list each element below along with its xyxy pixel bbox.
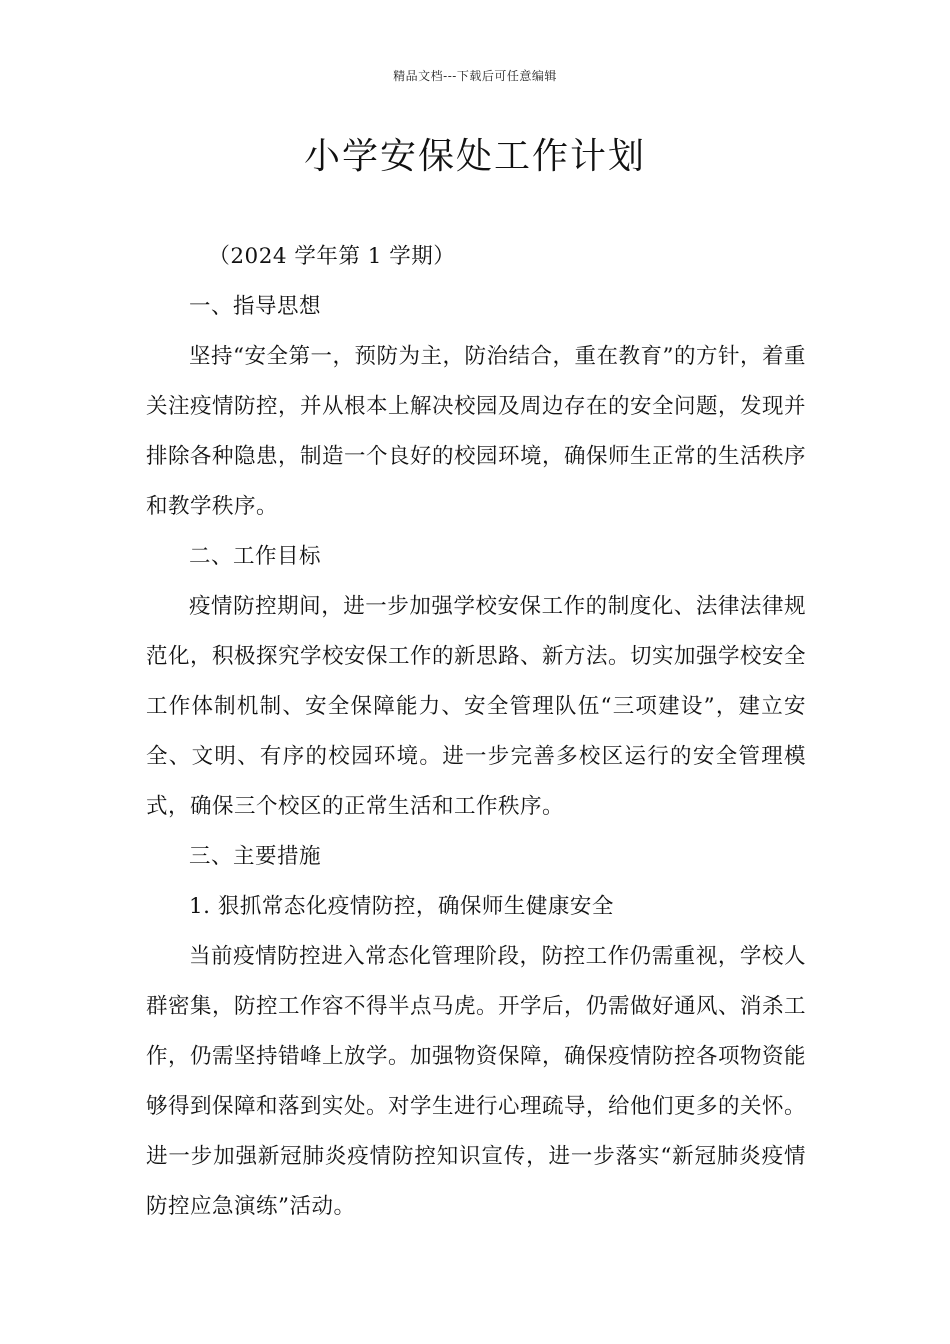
- paragraph-guiding-ideology: 坚持“安全第一，预防为主，防治结合，重在教育”的方针，着重关注疫情防控，并从根本上解决校园及周边存在的安全问题，发现并排除各种隐患，制造一个良好的校园环境，确保师生正常的生活秩序和教学秩序。: [146, 344, 807, 519]
- section-heading-work-goals: 二、工作目标: [189, 544, 322, 569]
- paragraph-epidemic-prevention: 当前疫情防控进入常态化管理阶段，防控工作仍需重视，学校人群密集，防控工作容不得半点马虎。开学后，仍需做好通风、消杀工作，仍需坚持错峰上放学。加强物资保障，确保疫情防控各项物资能够得到保障和落到实处。对学生进行心理疏导，给他们更多的关怀。进一步加强新冠肺炎疫情防控知识宣传，进一步落实“新冠肺炎疫情防控应急演练”活动。: [146, 944, 807, 1219]
- paragraph-work-goals: 疫情防控期间，进一步加强学校安保工作的制度化、法律法律规范化，积极探究学校安保工作的新思路、新方法。切实加强学校安全工作体制机制、安全保障能力、安全管理队伍“三项建设”，建立安全、文明、有序的校园环境。进一步完善多校区运行的安全管理模式，确保三个校区的正常生活和工作秩序。: [146, 594, 807, 819]
- term-line: （2024 学年第 1 学期）: [208, 244, 456, 269]
- document-title: 小学安保处工作计划: [303, 136, 646, 177]
- header-note: 精品文档---下载后可任意编辑: [393, 69, 557, 83]
- document-body: [146, 232, 806, 1232]
- section-heading-main-measures: 三、主要措施: [189, 844, 322, 869]
- section-heading-guiding-ideology: 一、指导思想: [189, 294, 322, 319]
- subheading-epidemic-prevention: 1. 狠抓常态化疫情防控，确保师生健康安全: [189, 894, 614, 919]
